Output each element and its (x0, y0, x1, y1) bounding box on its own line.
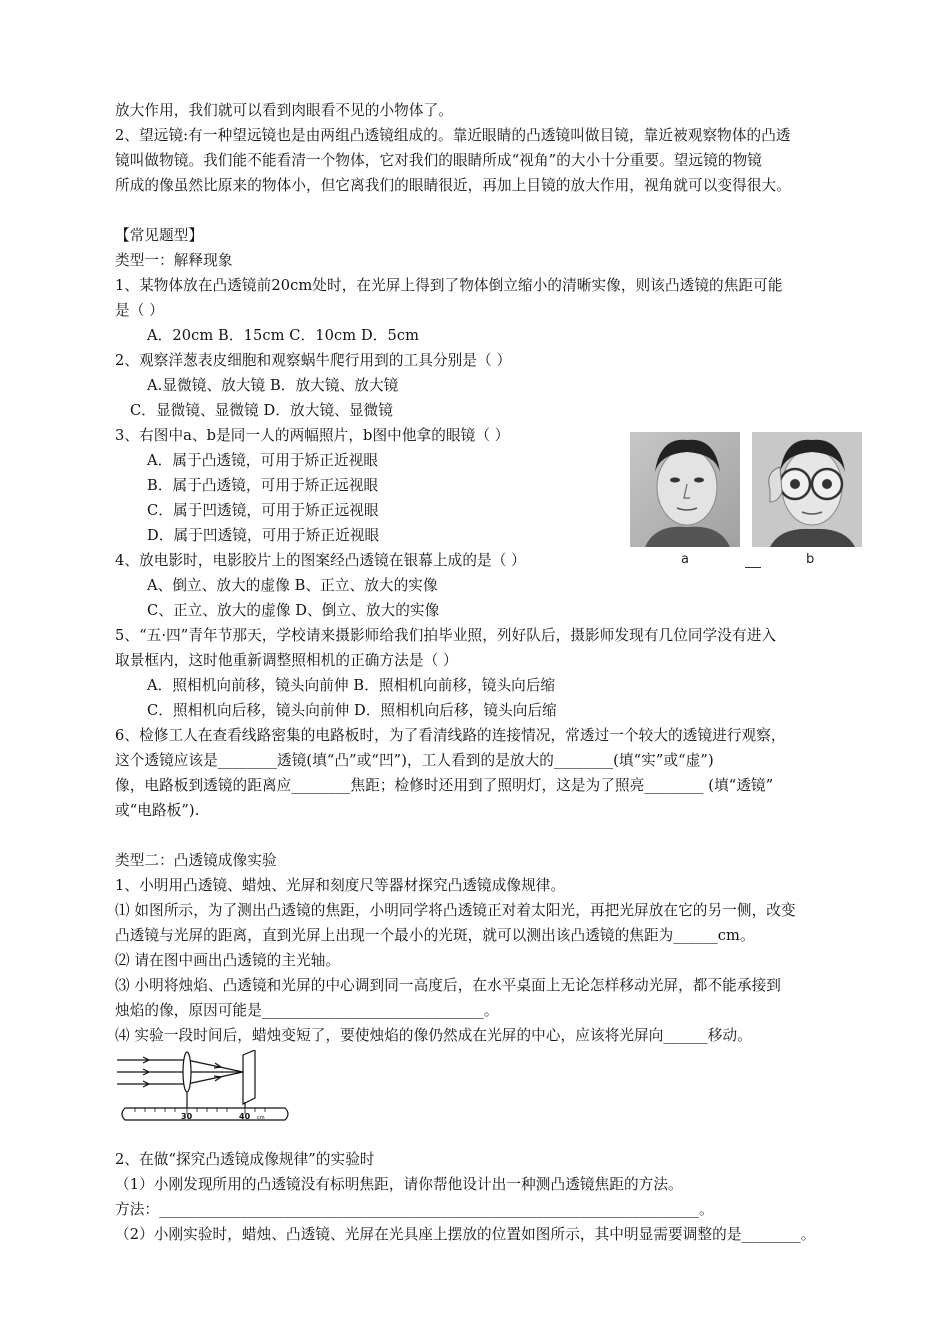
convex-lens (183, 1052, 191, 1092)
problem-1-line: 烛焰的像，原因可能是______________________________。 (115, 1002, 499, 1019)
problem-1-line: ⑴ 如图所示，为了测出凸透镜的焦距，小明同学将凸透镜正对着太阳光，再把光屏放在它的另一侧，改变 (115, 902, 796, 919)
question-1-options: A．20cm B．15cm C．10cm D．5cm (147, 327, 420, 344)
text-line: 所成的像虽然比原来的物体小，但它离我们的眼睛很近，再加上目镜的放大作用，视角就可以变得很大。 (115, 177, 791, 194)
photo-b (752, 432, 862, 547)
question-3-option: C．属于凹透镜，可用于矫正远视眼 (147, 502, 379, 519)
type1-title: 类型一：解释现象 (115, 252, 233, 269)
text-line: 镜叫做物镜。我们能不能看清一个物体，它对我们的眼睛所成“视角”的大小十分重要。望远镜的物镜 (115, 152, 762, 169)
problem-1-line: ⑶ 小明将烛焰、凸透镜和光屏的中心调到同一高度后，在水平桌面上无论怎样移动光屏，都不能承接到 (115, 977, 781, 994)
ruler-label-30: 30 (181, 1112, 193, 1121)
photo-b-caption: b (806, 552, 815, 567)
problem-2-line: 2、在做“探究凸透镜成像规律”的实验时 (115, 1151, 375, 1168)
problem-1-line: 凸透镜与光屏的距离，直到光屏上出现一个最小的光斑，就可以测出该凸透镜的焦距为______cm。 (115, 927, 755, 944)
question-4-line: 4、放电影时，电影胶片上的图案经凸透镜在银幕上成的是（ ） (115, 552, 526, 569)
question-3-option: D．属于凹透镜，可用于矫正近视眼 (147, 527, 380, 544)
question-5-line: 取景框内，这时他重新调整照相机的正确方法是（ ） (115, 652, 458, 669)
problem-1-line: 1、小明用凸透镜、蜡烛、光屏和刻度尺等器材探究凸透镜成像规律。 (115, 877, 566, 894)
text-line: 2、望远镜:有一种望远镜也是由两组凸透镜组成的。靠近眼睛的凸透镜叫做目镜，靠近被观察物体的凸透 (115, 127, 791, 144)
question-6-line: 这个透镜应该是________透镜(填“凸”或“凹”)，工人看到的是放大的________(填“实”或“虚”) (115, 752, 714, 769)
question-5-options: A．照相机向前移，镜头向前伸 B．照相机向前移，镜头向后缩 (147, 677, 556, 694)
question-6-line: 6、检修工人在查看线路密集的电路板时，为了看清线路的连接情况，常透过一个较大的透镜进行观察， (115, 727, 786, 744)
light-screen (243, 1050, 255, 1104)
problem-2-method: 方法：_________________________________________________________________________。 (115, 1201, 714, 1218)
problem-1-line: ⑵ 请在图中画出凸透镜的主光轴。 (115, 952, 341, 969)
question-6-line: 或“电路板”). (115, 802, 200, 819)
photo-figure (630, 432, 862, 547)
section-title: 【常见题型】 (115, 227, 204, 244)
problem-2-line: （1）小刚发现所用的凸透镜没有标明焦距，请你帮他设计出一种测凸透镜焦距的方法。 (115, 1176, 683, 1193)
question-4-options: A、倒立、放大的虚像 B、正立、放大的实像 (147, 577, 438, 594)
caption-divider (745, 567, 761, 568)
question-5-options: C．照相机向后移，镜头向前伸 D．照相机向后移，镜头向后缩 (147, 702, 557, 719)
question-1-line: 1、某物体放在凸透镜前20cm处时，在光屏上得到了物体倒立缩小的清晰实像，则该凸透镜的焦距可能 (115, 277, 783, 294)
question-1-line: 是（ ） (115, 302, 164, 319)
ruler-unit: cm (257, 1115, 265, 1121)
question-2-line: 2、观察洋葱表皮细胞和观察蜗牛爬行用到的工具分别是（ ） (115, 352, 512, 369)
question-3-option: B．属于凸透镜，可用于矫正远视眼 (147, 477, 379, 494)
question-6-line: 像，电路板到透镜的距离应________焦距；检修时还用到了照明灯，这是为了照亮________ (填“透镜” (115, 777, 774, 794)
question-5-line: 5、“五·四”青年节那天，学校请来摄影师给我们拍毕业照，列好队后，摄影师发现有几位同学没有进入 (115, 627, 777, 644)
lens-ruler-diagram (115, 1050, 295, 1130)
question-3-line: 3、右图中a、b是同一人的两幅照片，b图中他拿的眼镜（ ） (115, 427, 510, 444)
ruler-label-40: 40 (239, 1112, 251, 1121)
question-2-options: C．显微镜、显微镜 D．放大镜、显微镜 (130, 402, 393, 419)
question-4-options: C、正立、放大的虚像 D、倒立、放大的实像 (147, 602, 440, 619)
text-line: 放大作用，我们就可以看到肉眼看不见的小物体了。 (115, 102, 453, 119)
photo-a (630, 432, 740, 547)
problem-1-line: ⑷ 实验一段时间后，蜡烛变短了，要使烛焰的像仍然成在光屏的中心，应该将光屏向______移动。 (115, 1027, 752, 1044)
type2-title: 类型二：凸透镜成像实验 (115, 852, 277, 869)
question-3-option: A．属于凸透镜，可用于矫正近视眼 (147, 452, 379, 469)
problem-2-line: （2）小刚实验时，蜡烛、凸透镜、光屏在光具座上摆放的位置如图所示，其中明显需要调整的是________。 (115, 1226, 816, 1243)
question-2-options: A.显微镜、放大镜 B．放大镜、放大镜 (147, 377, 399, 394)
photo-a-caption: a (681, 552, 689, 567)
